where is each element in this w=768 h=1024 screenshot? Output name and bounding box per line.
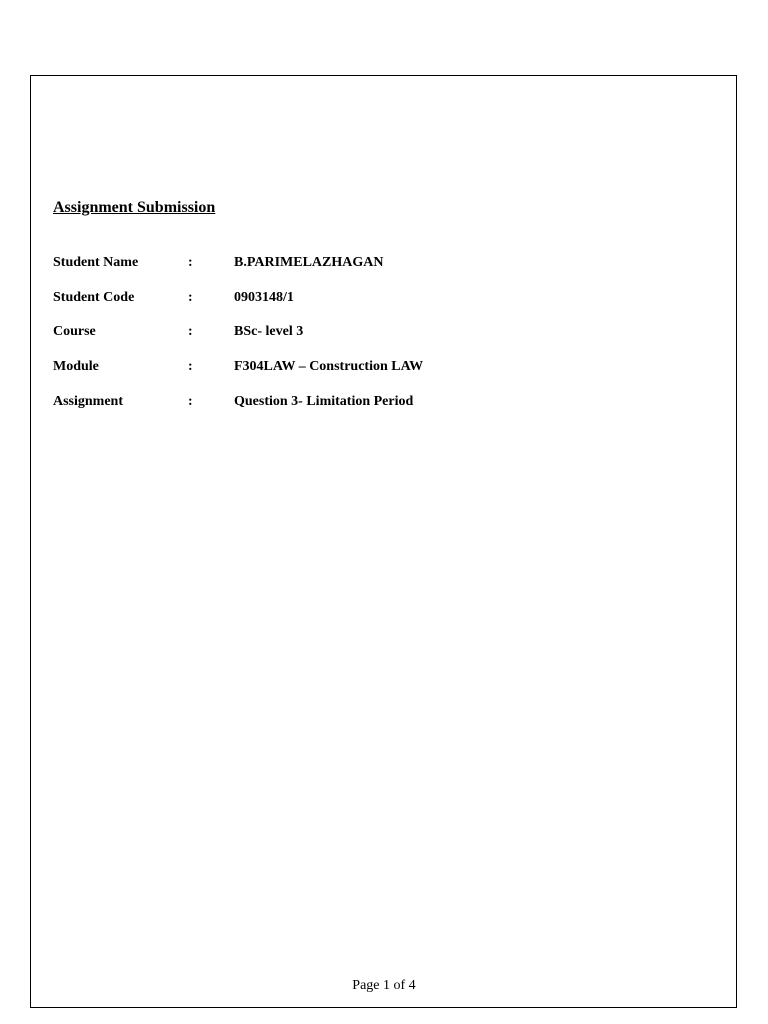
field-value: 0903148/1 — [234, 289, 294, 305]
field-separator: : — [188, 324, 193, 340]
field-label: Course — [53, 324, 96, 340]
page-number: Page 1 of 4 — [352, 978, 416, 993]
field-value: B.PARIMELAZHAGAN — [234, 255, 384, 270]
field-value: Question 3- Limitation Period — [234, 393, 414, 409]
field-separator: : — [188, 255, 193, 270]
document-title: Assignment Submission — [53, 199, 216, 216]
field-separator: : — [188, 289, 193, 305]
field-label: Module — [53, 359, 99, 375]
field-label: Assignment — [53, 393, 124, 409]
field-separator: : — [188, 359, 193, 375]
field-value: BSc- level 3 — [234, 324, 304, 340]
field-label: Student Name — [53, 255, 139, 270]
field-separator: : — [188, 393, 193, 409]
field-label: Student Code — [53, 289, 135, 305]
field-value: F304LAW – Construction LAW — [234, 359, 424, 375]
